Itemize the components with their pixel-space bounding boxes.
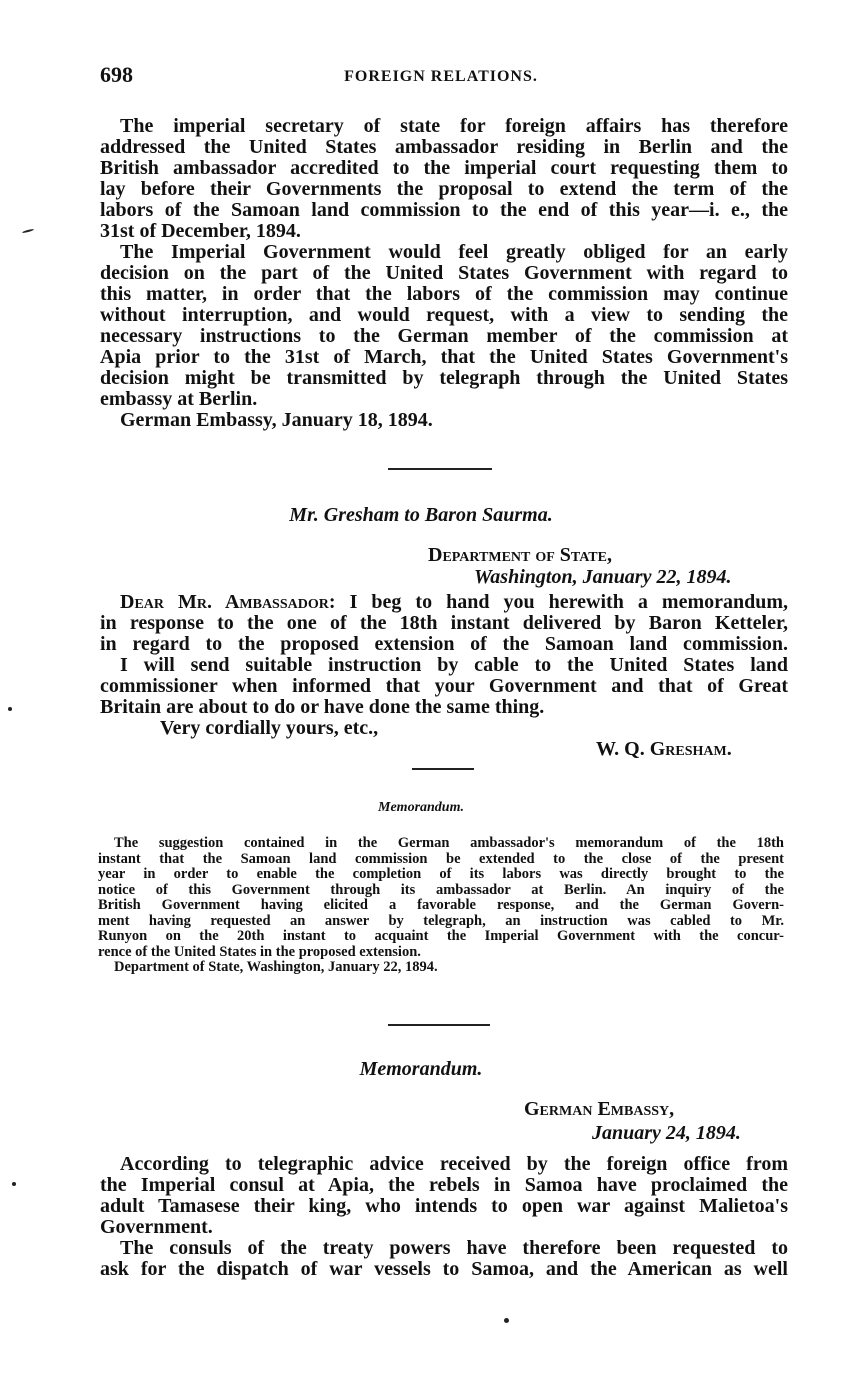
scan-mark <box>504 1318 509 1323</box>
text-line: labors of the Samoan land commission to the end of this year—i. e., the <box>100 200 788 221</box>
section-divider <box>412 768 474 770</box>
text-line: notice of this Government through its ambassador at Berlin. An inquiry of the <box>98 882 784 898</box>
text-line: I will send suitable instruction by cable to the United States land <box>120 655 788 676</box>
signature: W. Q. Gresham. <box>596 738 732 760</box>
text-line: without interruption, and would request, with a view to sending the <box>100 305 788 326</box>
closing: Very cordially yours, etc., <box>160 718 379 739</box>
text-line: commissioner when informed that your Government and that of Great <box>100 676 788 697</box>
salutation: Dear Mr. Ambassador: <box>120 592 336 613</box>
text-line: the Imperial consul at Apia, the rebels in Samoa have proclaimed the <box>100 1175 788 1196</box>
memo-title: Memorandum. <box>359 1058 483 1080</box>
text-line: British ambassador accredited to the imperial court requesting them to <box>100 158 788 179</box>
text-line: instant that the Samoan land commission be extended to the close of the present <box>98 851 784 867</box>
text-line: 31st of December, 1894. <box>100 221 301 242</box>
text-line: The consuls of the treaty powers have therefore been requested to <box>120 1238 788 1259</box>
text-line: in response to the one of the 18th instant delivered by Baron Ketteler, <box>100 613 788 634</box>
scan-mark <box>22 228 34 233</box>
letter-department: Department of State, <box>428 544 612 566</box>
text-line: British Government having elicited a favorable response, and the German Govern- <box>98 898 784 913</box>
text-line: The imperial secretary of state for foreign affairs has therefore <box>120 116 788 137</box>
memo-title: Memorandum. <box>378 800 464 815</box>
memorandum-body <box>98 836 784 976</box>
text-line: Apia prior to the 31st of March, that the United States Government's <box>100 347 788 368</box>
text-line: adult Tamasese their king, who intends to open war against Malietoa's <box>100 1196 788 1217</box>
text-line: Government. <box>100 1217 213 1238</box>
text-line: embassy at Berlin. <box>100 389 258 410</box>
memo-place: German Embassy, <box>524 1098 675 1120</box>
text-line: The Imperial Government would feel greatly obliged for an early <box>120 242 788 263</box>
text-line: According to telegraphic advice received by the foreign office from <box>120 1154 788 1175</box>
section-continued-memorandum <box>100 116 788 431</box>
text-line: decision on the part of the United States Government with regard to <box>100 263 788 284</box>
page-number: 698 <box>100 62 133 87</box>
text-line: ment having requested an answer by telegraph, an instruction was cabled to Mr. <box>98 913 784 929</box>
running-head: FOREIGN RELATIONS. <box>344 68 538 85</box>
text-line: Runyon on the 20th instant to acquaint the Imperial Government with the concur- <box>98 929 784 944</box>
text-line: necessary instructions to the German member of the commission at <box>100 326 788 347</box>
text-line: German Embassy, January 18, 1894. <box>120 410 433 431</box>
text-line: decision might be transmitted by telegraph through the United States <box>100 368 788 389</box>
text-line: year in order to enable the completion of its labors was directly brought to the <box>98 867 784 882</box>
text-line: rence of the United States in the proposed extension. <box>98 944 421 960</box>
section-divider <box>388 1024 490 1026</box>
text-line: in regard to the proposed extension of the Samoan land commission. <box>100 634 788 655</box>
text-line: addressed the United States ambassador residing in Berlin and the <box>100 137 788 158</box>
letter-place-date: Washington, January 22, 1894. <box>474 566 732 588</box>
text-line <box>100 592 788 613</box>
text-line: Department of State, Washington, January 22, 1894. <box>114 960 438 975</box>
page-header <box>100 62 782 92</box>
memo-date: January 24, 1894. <box>592 1122 741 1144</box>
letter-body <box>100 592 788 739</box>
scan-mark <box>8 707 12 711</box>
text-line: lay before their Governments the proposal to extend the term of the <box>100 179 788 200</box>
letter-first-line: I beg to hand you herewith a memorandum, <box>349 592 788 613</box>
text-line: Britain are about to do or have done the same thing. <box>100 697 545 718</box>
scan-mark <box>12 1182 16 1186</box>
text-line: ask for the dispatch of war vessels to Samoa, and the American as well <box>100 1259 788 1280</box>
memorandum-body <box>100 1154 788 1280</box>
text-line: The suggestion contained in the German ambassador's memorandum of the 18th <box>114 836 784 851</box>
section-divider <box>388 468 492 470</box>
letter-title: Mr. Gresham to Baron Saurma. <box>289 504 553 526</box>
text-line: this matter, in order that the labors of the commission may continue <box>100 284 788 305</box>
